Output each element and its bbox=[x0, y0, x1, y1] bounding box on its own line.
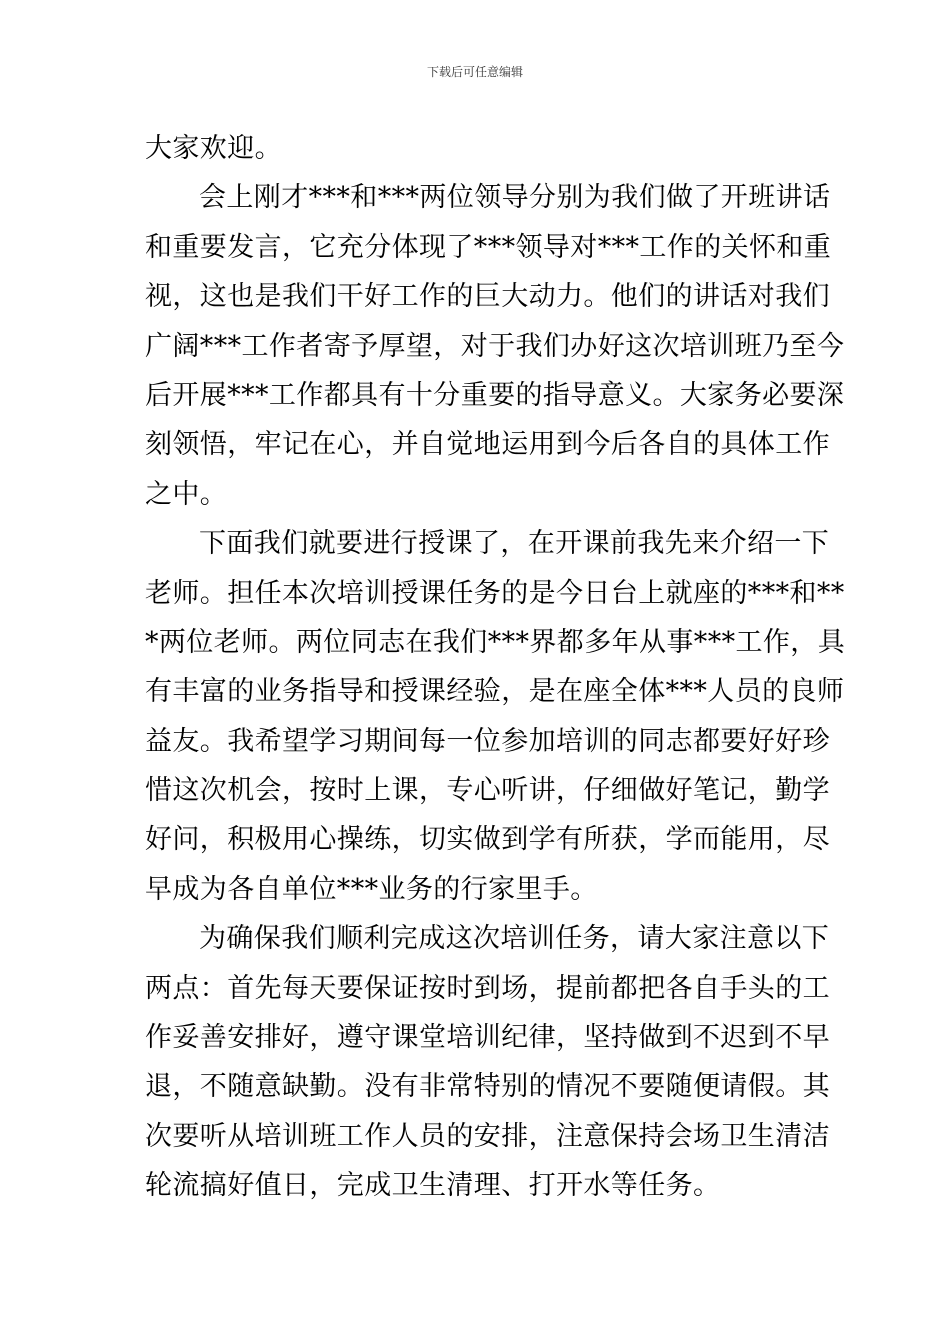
text-line: 有丰富的业务指导和授课经验，是在座全体***人员的良师 bbox=[145, 676, 845, 708]
text-line: 老师。担任本次培训授课任务的是今日台上就座的***和** bbox=[145, 577, 845, 609]
text-line: 大家欢迎。 bbox=[145, 133, 282, 164]
text-line: 为确保我们顺利完成这次培训任务，请大家注意以下 bbox=[199, 923, 830, 955]
text-line: 早成为各自单位***业务的行家里手。 bbox=[145, 873, 598, 905]
text-line: 之中。 bbox=[145, 478, 228, 510]
text-line: 次要听从培训班工作人员的安排，注意保持会场卫生清洁 bbox=[145, 1120, 830, 1152]
text-line: 下面我们就要进行授课了，在开课前我先来介绍一下 bbox=[199, 528, 830, 560]
text-line: 和重要发言，它充分体现了***领导对***工作的关怀和重 bbox=[145, 231, 832, 263]
text-line: 作妥善安排好，遵守课堂培训纪律，坚持做到不迟到不早 bbox=[145, 1022, 830, 1054]
text-line: 益友。我希望学习期间每一位参加培训的同志都要好好珍 bbox=[145, 725, 830, 757]
text-line: 后开展***工作都具有十分重要的指导意义。大家务必要深 bbox=[145, 379, 845, 411]
text-line: *两位老师。两位同志在我们***界都多年从事***工作，具 bbox=[145, 626, 846, 658]
text-line: 视，这也是我们干好工作的巨大动力。他们的讲话对我们 bbox=[145, 281, 830, 313]
text-line: 刻领悟，牢记在心，并自觉地运用到今后各自的具体工作 bbox=[145, 429, 830, 461]
text-line: 会上刚才***和***两位领导分别为我们做了开班讲话 bbox=[199, 182, 831, 214]
text-line: 退，不随意缺勤。没有非常特别的情况不要随便请假。其 bbox=[145, 1071, 830, 1103]
page-header: 下载后可任意编辑 bbox=[426, 65, 523, 79]
text-line: 两点：首先每天要保证按时到场，提前都把各自手头的工 bbox=[145, 972, 830, 1004]
text-line: 轮流搞好值日，完成卫生清理、打开水等任务。 bbox=[145, 1170, 721, 1202]
document-body bbox=[145, 124, 846, 1211]
text-line: 好问，积极用心操练，切实做到学有所获，学而能用，尽 bbox=[145, 824, 830, 856]
text-line: 广阔***工作者寄予厚望，对于我们办好这次培训班乃至今 bbox=[145, 330, 845, 362]
text-line: 惜这次机会，按时上课，专心听讲，仔细做好笔记，勤学 bbox=[145, 775, 830, 807]
